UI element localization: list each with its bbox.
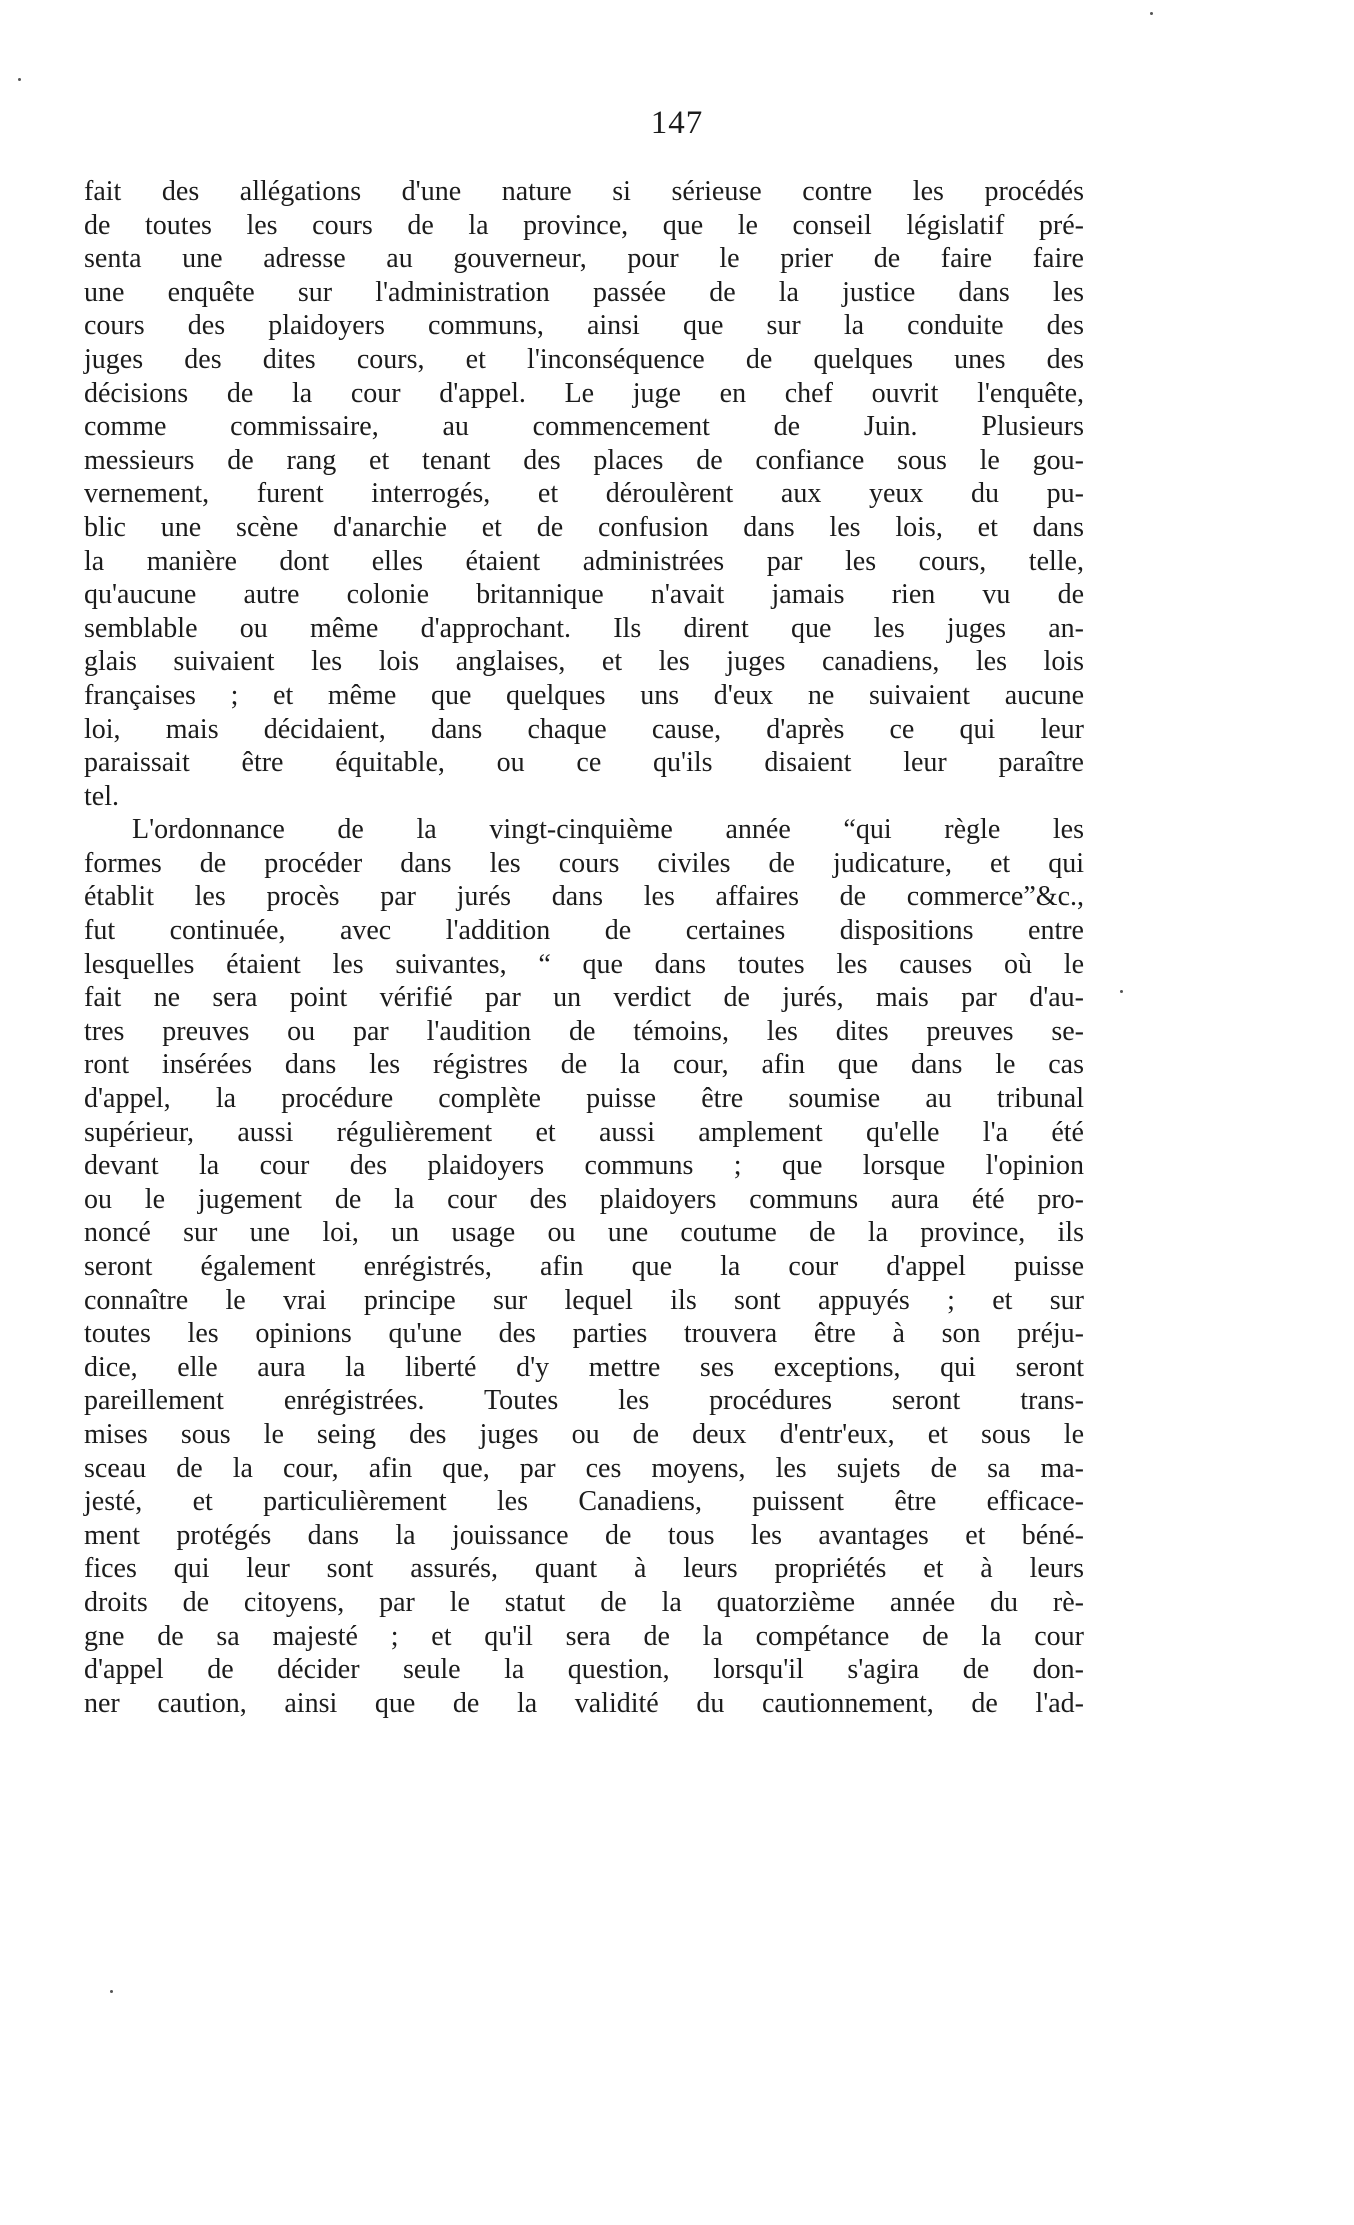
text-line: d'appel de décider seule la question, lorsqu'il s'agira de don-: [84, 1654, 1084, 1686]
text-line: toutes les opinions qu'une des parties trouvera être à son préju-: [84, 1318, 1084, 1350]
body-text: [84, 175, 1084, 1720]
text-line: gne de sa majesté ; et qu'il sera de la compétance de la cour: [84, 1620, 1084, 1652]
text-line: fait ne sera point vérifié par un verdict de jurés, mais par d'au-: [84, 982, 1084, 1014]
text-line: tel.: [84, 780, 119, 812]
text-line: formes de procéder dans les cours civiles de judicature, et qui: [84, 847, 1084, 879]
text-line: semblable ou même d'approchant. Ils dirent que les juges an-: [84, 612, 1084, 644]
text-line: supérieur, aussi régulièrement et aussi amplement qu'elle l'a été: [84, 1116, 1084, 1148]
text-line: comme commissaire, au commencement de Juin. Plusieurs: [84, 411, 1084, 443]
paragraph: [84, 175, 1084, 813]
text-line: mises sous le seing des juges ou de deux d'entr'eux, et sous le: [84, 1418, 1084, 1450]
text-line: droits de citoyens, par le statut de la quatorzième année du rè-: [84, 1586, 1084, 1618]
text-line: seront également enrégistrés, afin que la cour d'appel puisse: [84, 1251, 1084, 1282]
text-line: juges des dites cours, et l'inconséquence de quelques unes des: [84, 343, 1084, 375]
text-line: d'appel, la procédure complète puisse être soumise au tribunal: [84, 1083, 1084, 1115]
text-line: vernement, furent interrogés, et déroulèrent aux yeux du pu-: [84, 478, 1084, 510]
text-line: qu'aucune autre colonie britannique n'avait jamais rien vu de: [84, 579, 1084, 611]
text-line: connaître le vrai principe sur lequel ils sont appuyés ; et sur: [84, 1284, 1084, 1316]
text-line: ment protégés dans la jouissance de tous les avantages et béné-: [84, 1519, 1084, 1551]
text-line: senta une adresse au gouverneur, pour le prier de faire faire: [84, 243, 1084, 275]
text-line: fices qui leur sont assurés, quant à leurs propriétés et à leurs: [84, 1553, 1084, 1585]
paper-speck: [1150, 12, 1153, 15]
text-line: messieurs de rang et tenant des places de confiance sous le gou-: [84, 444, 1084, 476]
paragraph: [84, 813, 1084, 1720]
text-line: pareillement enrégistrées. Toutes les procédures seront trans-: [84, 1385, 1084, 1417]
text-line: paraissait être équitable, ou ce qu'ils disaient leur paraître: [84, 747, 1084, 779]
text-line: la manière dont elles étaient administrées par les cours, telle,: [84, 545, 1084, 577]
text-line: glais suivaient les lois anglaises, et les juges canadiens, les lois: [84, 646, 1084, 678]
text-line: ront insérées dans les régistres de la cour, afin que dans le cas: [84, 1049, 1084, 1081]
text-line: fut continuée, avec l'addition de certaines dispositions entre: [84, 915, 1084, 947]
text-line: sceau de la cour, afin que, par ces moyens, les sujets de sa ma-: [84, 1452, 1084, 1484]
text-line: ou le jugement de la cour des plaidoyers communs aura été pro-: [84, 1183, 1084, 1215]
text-line: jesté, et particulièrement les Canadiens, puissent être efficace-: [84, 1486, 1084, 1518]
text-line: ner caution, ainsi que de la validité du cautionnement, de l'ad-: [84, 1687, 1084, 1719]
text-line: une enquête sur l'administration passée de la justice dans les: [84, 276, 1084, 308]
text-line: établit les procès par jurés dans les affaires de commerce”&c.,: [84, 881, 1084, 913]
text-line: dice, elle aura la liberté d'y mettre ses exceptions, qui seront: [84, 1351, 1084, 1383]
page-number: 147: [650, 105, 704, 141]
text-line: tres preuves ou par l'audition de témoins, les dites preuves se-: [84, 1015, 1084, 1047]
text-line: de toutes les cours de la province, que le conseil législatif pré-: [84, 209, 1084, 241]
paper-speck: [18, 78, 21, 81]
text-line: loi, mais décidaient, dans chaque cause, d'après ce qui leur: [84, 713, 1084, 745]
text-line: françaises ; et même que quelques uns d'eux ne suivaient aucune: [84, 679, 1084, 711]
text-line: cours des plaidoyers communs, ainsi que sur la conduite des: [84, 310, 1084, 342]
text-line: blic une scène d'anarchie et de confusion dans les lois, et dans: [84, 511, 1084, 543]
text-line: L'ordonnance de la vingt-cinquième année “qui règle les: [132, 814, 1084, 846]
paper-speck: [1120, 990, 1123, 993]
text-line: décisions de la cour d'appel. Le juge en chef ouvrit l'enquête,: [84, 377, 1084, 409]
text-line: lesquelles étaient les suivantes, “ que dans toutes les causes où le: [84, 948, 1084, 980]
text-line: noncé sur une loi, un usage ou une coutume de la province, ils: [84, 1217, 1084, 1249]
text-line: devant la cour des plaidoyers communs ; que lorsque l'opinion: [84, 1150, 1084, 1182]
text-line: fait des allégations d'une nature si sérieuse contre les procédés: [84, 176, 1084, 207]
paper-speck: [110, 1990, 113, 1993]
